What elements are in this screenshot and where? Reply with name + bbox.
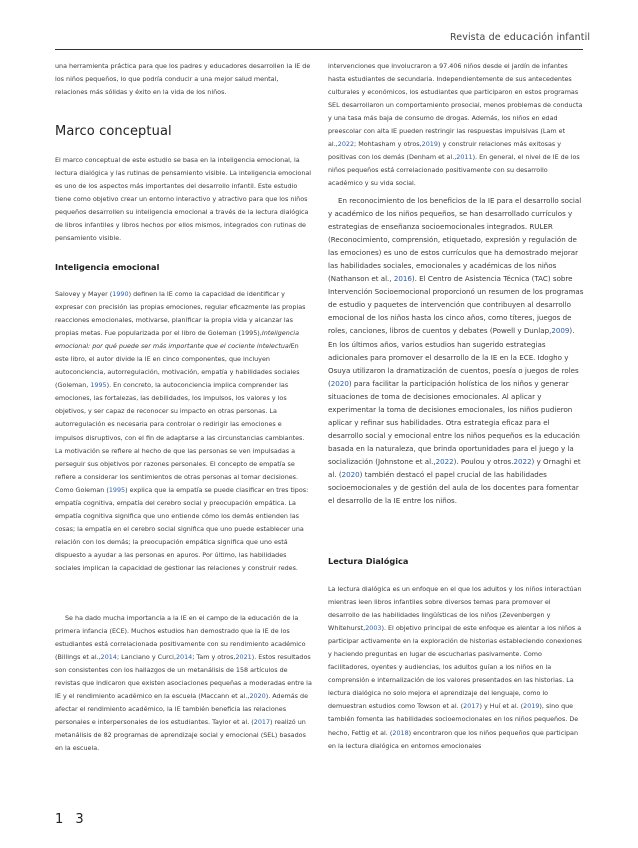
ie-p2-text-a: Se ha dado mucha importancia a la IE en el campo de la educación de la primera infancia (ECE). Muchos estudios han demostrado que la IE de los estudiantes está correlacionada positivamente con su rendimiento académico (Billings et al., bbox=[55, 614, 306, 662]
r-p1-text-b: ; Mohtasham y otros, bbox=[354, 140, 422, 149]
marco-text: El marco conceptual de este estudio se basa en la inteligencia emocional, la lectura dialógica y las rutinas de pensamiento visible. La inteligencia emocional es uno de los aspectos más importantes del desarrollo infantil. Este estudio tiene como objetivo crear un entorno interactivo y atractivo para que los niños pequeños desarrollen su inteligencia emocional a través de la lectura dialógica de libros infantiles y libros hechos por ellos mismos, integrados con rutinas de pensamiento visible. bbox=[55, 156, 312, 243]
journal-header: Revista de educación infantil bbox=[450, 32, 591, 43]
citation-link[interactable]: 2003 bbox=[365, 624, 382, 633]
ie-p2-text-b: ; Lanciano y Curci, bbox=[116, 653, 176, 662]
left-intro bbox=[55, 60, 312, 99]
r-p3-text-b: ). El objetivo principal de este enfoque es alentar a los niños a participar activamente en la exploración de historias estableciendo conexiones y haciendo preguntas en lugar de escucharlas pasivamente. Como facilitadores, oyentes y audiencias, los adultos guían a los niños en la comprensión e internalización de los valores presentados en las historias. La lectura dialógica no solo mejora el aprendizaje del lenguaje, como lo demuestran estudios como Towson et al. ( bbox=[328, 624, 582, 711]
citation-link[interactable]: 2011 bbox=[456, 153, 473, 162]
r-p3-text-d: ), sino que también fomenta las habilidades socioemocionales en los niños pequeños. De hecho, Fettig et al. ( bbox=[328, 702, 579, 737]
r-p3-text-e: ) encontraron que los niños pequeños que participan en la lectura dialógica en entornos emocionales bbox=[328, 728, 579, 750]
ie-p1-text-a: Salovey y Mayer ( bbox=[55, 290, 113, 298]
r-p1-text-d: ). En general, el nivel de IE de los niños pequeños está correlacionado positivamente con su desarrollo académico y su vida social. bbox=[328, 153, 580, 188]
citation-link[interactable]: 1995 bbox=[108, 485, 126, 494]
citation-link[interactable]: 2022 bbox=[435, 456, 454, 466]
ie-p1-text-c: En este libro, el autor divide la IE en cinco componentes, que incluyen autoconciencia, autorregulación, motivación, empatía y habilidades sociales (Goleman, bbox=[55, 342, 300, 390]
r-p1-text-a: intervenciones que involucraron a 97.406 niños desde el jardín de infantes hasta estudiantes de secundaria. Independientemente de sus antecedentes culturales y económicos, los estudiantes que participaron en estos programas SEL desarrollaron un comportamiento prosocial, menos problemas de conducta y una tasa más baja de consumo de drogas. Además, los niños en edad preescolar con alta IE pueden restringir las respuestas impulsivas (Lam et al., bbox=[328, 62, 583, 149]
intro-text: una herramienta práctica para que los padres y educadores desarrollen la IE de los niños pequeños, lo que podría conducir a una mejor salud mental, relaciones más sólidas y éxito en la vida de los niños. bbox=[55, 62, 311, 97]
citation-link[interactable]: 2014 bbox=[175, 653, 193, 662]
citation-link[interactable]: 2020 bbox=[249, 692, 266, 701]
r-p2-text-d: ) para facilitar la participación holística de los niños y generar situaciones de toma de decisiones emocionales. Al aplicar y experimentar la toma de decisiones emocionales, los niños pudieron aplicar y refinar sus habilidades. Otra estrategia eficaz para el desarrollo social y emocional entre los niños pequeños es la educación basada en la naturaleza, que brinda oportunidades para el juego y la socialización (Johnstone et al., bbox=[328, 378, 580, 466]
r-p3-text-c: ) y Huí et al. ( bbox=[479, 702, 524, 711]
citation-link[interactable]: 2016 bbox=[393, 274, 412, 284]
right-paragraph-2 bbox=[328, 194, 584, 507]
ie-paragraph-2 bbox=[55, 612, 312, 756]
r-p2-text-e: ). Poulou y otros. bbox=[453, 456, 514, 466]
r-p2-text-b: ). El Centro de Asistencia Técnica (TAC) sobre Intervención Socioemocional proporcionó un resumen de los programas de estudio y paquetes de intervención que contribuyen al desarrollo emocional de los niños hasta los cinco años, como títeres, juegos de roles, canciones, libros de cuentos y debates (Powell y Dunlap, bbox=[328, 274, 584, 336]
r-p2-text-c: ). En los últimos años, varios estudios han sugerido estrategias adicionales para promover el desarrollo de la IE en la ECE. Idogho y Osuya utilizaron la dramatización de cuentos, poesía o juegos de roles ( bbox=[328, 326, 579, 388]
citation-link[interactable]: 2018 bbox=[392, 728, 409, 737]
citation-link[interactable]: 2020 bbox=[330, 378, 349, 388]
citation-link[interactable]: 2022 bbox=[513, 456, 532, 466]
ie-p2-text-e: ). Además de afectar el rendimiento académico, la IE también beneficia las relaciones personales e interpersonales de los estudiantes. Taylor et al. ( bbox=[55, 692, 309, 727]
citation-link[interactable]: 2014 bbox=[100, 653, 117, 662]
header-rule bbox=[55, 49, 583, 50]
ie-p2-text-c: ; Tam y otros, bbox=[192, 653, 236, 662]
right-paragraph-1 bbox=[328, 60, 584, 190]
r-p2-text-f: ) y Ornaghi et al. ( bbox=[328, 456, 581, 479]
citation-link[interactable]: 2009 bbox=[551, 326, 570, 336]
r-p3-text-a: La lectura dialógica es un enfoque en el que los adultos y los niños interactúan mientras leen libros infantiles sobre diversos temas para promover el desarrollo de las habilidades lingüísticas de los niños (Zevenbergen y Whitehurst, bbox=[328, 585, 582, 633]
ie-p1-text-e: ) explica que la empatía se puede clasificar en tres tipos: empatía cognitiva, empatía del cerebro social y preocupación empática. La empatía cognitiva significa que uno entiende cómo los demás entienden las cosas; la empatía en el cerebro social significa que uno puede establecer una relación con los demás; la preocupación empática significa que uno está dispuesto a ayudar a las personas en apuros. Por último, las habilidades sociales implican la capacidad de gestionar las relaciones y construir redes. bbox=[55, 485, 309, 572]
page-number: 1 3 bbox=[55, 812, 88, 827]
ie-p1-text-b: ) definen la IE como la capacidad de identificar y expresar con precisión las propias emociones, regular eficazmente las propias reacciones emocionales, motivarse, planificar la propia vida y alcanzar las propias metas. Fue popularizada por el libro de Goleman (1995), bbox=[55, 290, 306, 338]
citation-link[interactable]: 2019 bbox=[421, 140, 438, 149]
citation-link[interactable]: 1990 bbox=[112, 290, 129, 298]
subheading-inteligencia: Inteligencia emocional bbox=[55, 262, 160, 272]
citation-link[interactable]: 1995 bbox=[90, 381, 107, 390]
citation-link[interactable]: 2021 bbox=[235, 653, 252, 662]
r-p2-text-a: En reconocimiento de los beneficios de la IE para el desarrollo social y académico de los niños pequeños, se han desarrollado currículos y estrategias de enseñanza socioemocionales integrados. RULER (Reconocimiento, comprensión, etiquetado, expresión y regulación de las emociones) es uno de estos currículos que ha demostrado mejorar las habilidades sociales, emocionales y académicas de los niños (Nathanson et al., bbox=[328, 196, 582, 284]
citation-link[interactable]: 2019 bbox=[523, 702, 540, 711]
r-p1-text-c: ) y construir relaciones más exitosas y positivas con los demás (Denham et al., bbox=[328, 140, 562, 162]
lectura-paragraph bbox=[328, 583, 584, 753]
r-p2-text-g: ) también destacó el papel crucial de las habilidades socioemocionales y de gestión del aula de los docentes para fomentar el desarrollo de la IE entre los niños. bbox=[328, 469, 579, 506]
citation-link[interactable]: 2017 bbox=[253, 718, 271, 727]
ie-paragraph-1 bbox=[55, 288, 312, 575]
marco-paragraph bbox=[55, 154, 312, 245]
citation-link[interactable]: 2020 bbox=[341, 469, 360, 479]
citation-link[interactable]: 2017 bbox=[463, 702, 480, 711]
subheading-lectura: Lectura Dialógica bbox=[328, 556, 409, 566]
book-title-italic: Inteligencia emocional: por qué puede ser más importante que el cociente intelectual bbox=[55, 329, 299, 351]
section-heading-marco: Marco conceptual bbox=[55, 124, 172, 139]
ie-p2-text-d: ). Estos resultados son consistentes con los hallazgos de un metanálisis de 158 artículos de revistas que indicaron que existen asociaciones pequeñas a moderadas entre la IE y el rendimiento académico en la escuela (Maccann et al., bbox=[55, 653, 312, 701]
ie-p2-text-f: ) realizó un metanálisis de 82 programas de aprendizaje social y emocional (SEL) basados en la escuela. bbox=[55, 718, 306, 753]
ie-p1-text-d: ). En concreto, la autoconciencia implica comprender las emociones, las fortalezas, las debilidades, los impulsos, los valores y los objetivos, y ser capaz de reconocer su impacto en otras personas. La autorregulación es necesaria para controlar o redirigir las emociones e impulsos disruptivos, con el fin de adaptarse a las circunstancias cambiantes. La motivación se refiere al hecho de que las personas se ven impulsadas a perseguir sus objetivos por razones personales. El concepto de empatía se refiere a considerar los sentimientos de otras personas al tomar decisiones. Como Goleman ( bbox=[55, 381, 305, 494]
citation-link[interactable]: 2022 bbox=[337, 140, 355, 149]
